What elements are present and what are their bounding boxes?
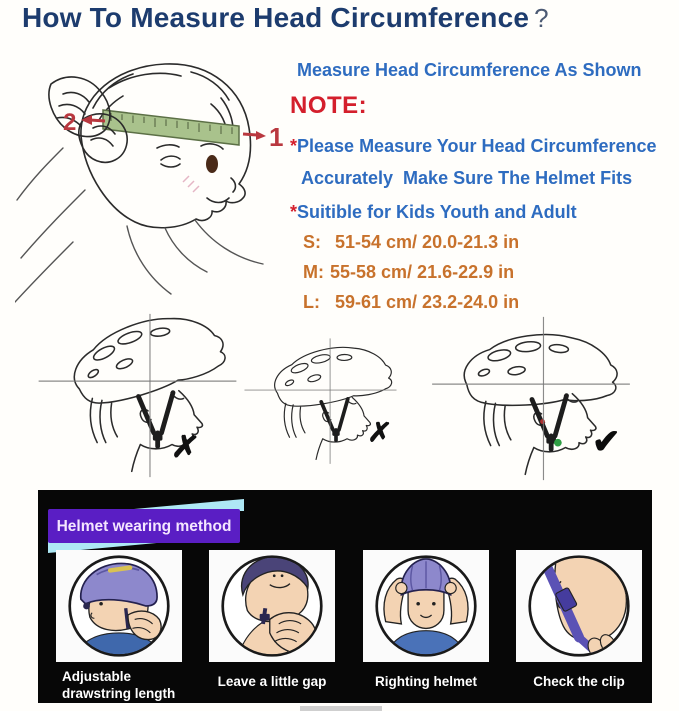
step-2-label: 2 — [63, 109, 77, 136]
red-strap-dot — [540, 419, 545, 424]
note-bullet-2 — [290, 202, 577, 223]
gap-illustration — [209, 550, 335, 662]
note-bullet-1-line-2: Accurately Make Sure The Helmet Fits — [301, 168, 633, 188]
size-label-l: L: — [303, 292, 320, 312]
helmet-fit-figure-wrong-2 — [243, 328, 398, 475]
bullet-2-text: Suitible for Kids Youth and Adult — [297, 202, 577, 222]
drawstring-illustration — [56, 550, 182, 662]
size-label-s: S: — [303, 232, 321, 252]
measure-head-illustration — [15, 50, 283, 316]
size-row-l — [303, 292, 519, 313]
step-caption-gap: Leave a little gap — [217, 674, 327, 689]
wrong-mark-2: ✗ — [366, 415, 394, 450]
correct-check-mark: ✔ — [592, 423, 621, 461]
right-arrow-icon — [256, 131, 266, 140]
step-card-drawstring — [56, 550, 182, 662]
size-label-m: M: — [303, 262, 324, 282]
helmet-wearing-panel — [38, 490, 652, 703]
helmet-fit-figure-wrong-1 — [35, 312, 240, 480]
step-card-gap — [209, 550, 335, 662]
step-card-clip — [516, 550, 642, 662]
page-title-question-mark: ? — [534, 3, 549, 33]
size-value-m: 55-58 cm/ 21.6-22.9 in — [330, 262, 515, 282]
step-caption-drawstring: Adjustable drawstring length — [62, 669, 176, 701]
step-card-righting — [363, 550, 489, 662]
size-value-s: 51-54 cm/ 20.0-21.3 in — [330, 232, 520, 252]
as-shown-line: Measure Head Circumference As Shown — [297, 60, 642, 80]
size-row-s — [303, 232, 519, 253]
size-value-l: 59-61 cm/ 23.2-24.0 in — [330, 292, 520, 312]
green-buckle-dot — [554, 439, 562, 447]
bottom-partial-element — [300, 706, 382, 711]
red-asterisk: * — [290, 136, 298, 156]
bullet-1-text: Please Measure Your Head Circumference — [297, 136, 657, 156]
page-title — [22, 2, 549, 34]
red-asterisk: * — [290, 202, 298, 222]
page-title-text: How To Measure Head Circumference — [22, 2, 530, 33]
step-caption-righting: Righting helmet — [375, 674, 477, 689]
size-row-m — [303, 262, 514, 283]
righting-illustration — [363, 550, 489, 662]
clip-illustration — [516, 550, 642, 662]
banner-title: Helmet wearing method — [56, 518, 232, 535]
note-label: NOTE: — [290, 92, 368, 119]
step-caption-clip: Check the clip — [533, 674, 625, 689]
wrong-mark-1: ✗ — [169, 427, 202, 467]
step-1-label: 1 — [269, 122, 283, 152]
note-bullet-1-line-1 — [290, 136, 657, 157]
